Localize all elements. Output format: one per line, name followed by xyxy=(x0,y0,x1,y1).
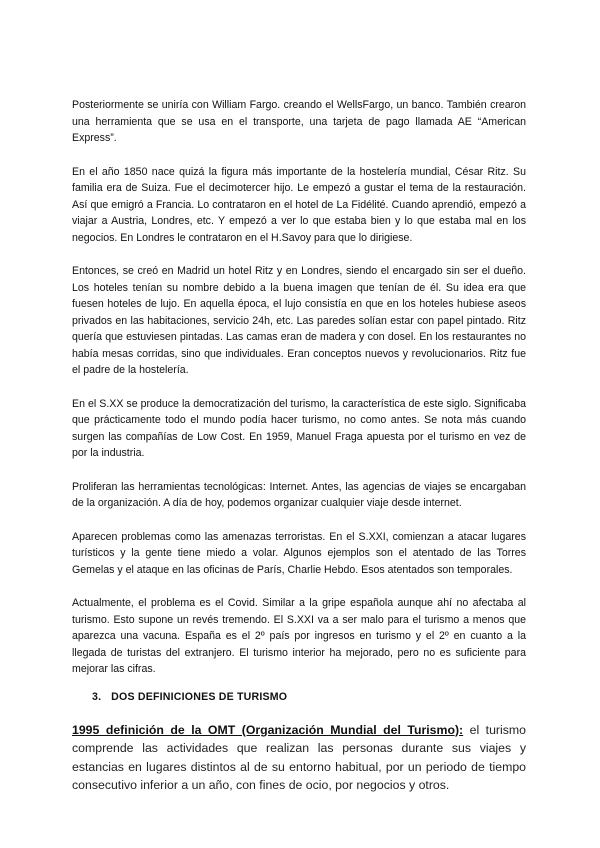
section-number: 3. xyxy=(92,690,102,703)
section-heading xyxy=(92,691,526,703)
paragraph-siglo-xx: En el S.XX se produce la democratización del turismo, la característica de este siglo. Significaba que prácticamente todo el mundo podía hacer turismo, no como antes. Se nota más cuando surgen las compañías de Low Cost. En 1959, Manuel Fraga apuesta por el turismo en vez de por la industria. xyxy=(72,397,526,459)
section-title: DOS DEFINICIONES DE TURISMO xyxy=(111,690,288,703)
definition-term: 1995 definición de la OMT (Organización Mundial del Turismo): xyxy=(72,722,464,737)
paragraph-internet: Proliferan las herramientas tecnológicas: Internet. Antes, las agencias de viajes se encargaban de la organización. A día de hoy, podemos organizar cualquier viaje desde internet. xyxy=(72,480,526,509)
paragraph-wells-fargo: Posteriormente se uniría con William Fargo. creando el WellsFargo, un banco. También crearon una herramienta que se usa en el transporte, una tarjeta de pago llamada AE “American Express”. xyxy=(72,99,526,144)
paragraph-covid: Actualmente, el problema es el Covid. Similar a la gripe española aunque ahí no afectaba al turismo. Esto supone un revés tremendo. El S.XXI va a ser malo para el turismo a menos que aparezca una vacuna. España es el 2º país por ingresos en turismo y el 2º en cuanto a la llegada de turistas del extranjero. El turismo interior ha mejorado, pero no es suficiente para mejorar las cifras. xyxy=(72,597,526,675)
paragraph-cesar-ritz: En el año 1850 nace quizá la figura más importante de la hostelería mundial, César Ritz. Su familia era de Suiza. Fue el decimotercer hijo. Le empezó a gustar el tema de la restauración. Así que emigró a Francia. Lo contrataron en el hotel de La Fidélité. Cuando aprendió, empezó a viajar a Austria, Londres, etc. Y empezó a ver lo que estaba bien y lo que estaba mal en los negocios. En Londres le contrataron en el H.Savoy para que lo dirigiese. xyxy=(72,165,526,244)
paragraph-terrorismo: Aparecen problemas como las amenazas terroristas. En el S.XXI, comienzan a atacar lugares turísticos y la gente tiene miedo a volar. Algunos ejemplos son el atentado de las Torres Gemelas y el ataque en las oficinas de París, Charlie Hebdo. Esos atentados son temporales. xyxy=(72,530,526,576)
definition-paragraph xyxy=(72,721,526,795)
document-page xyxy=(72,97,526,795)
paragraph-hotel-ritz: Entonces, se creó en Madrid un hotel Ritz y en Londres, siendo el encargado sin ser el dueño. Los hoteles tenían su nombre debido a la buena imagen que tenían de él. Su idea era que fuesen hoteles de lujo. En aquella época, el lujo consistía en que en los hoteles hubiese aseos privados en las habitaciones, servicio 24h, etc. Las paredes solían estar con papel pintado. Ritz quería que estuviesen pintadas. Las camas eran de madera y con dosel. En los restaurantes no había mesas corridas, sino que individuales. Eran conceptos nuevos y revolucionarios. Ritz fue el padre de la hostelería. xyxy=(72,265,526,376)
definition-text: el turismo comprende las actividades que realizan las personas durante sus viajes y estancias en lugares distintos al de su entorno habitual, por un periodo de tiempo consecutivo inferior a un año, con fines de ocio, por negocios y otros. xyxy=(72,722,526,792)
